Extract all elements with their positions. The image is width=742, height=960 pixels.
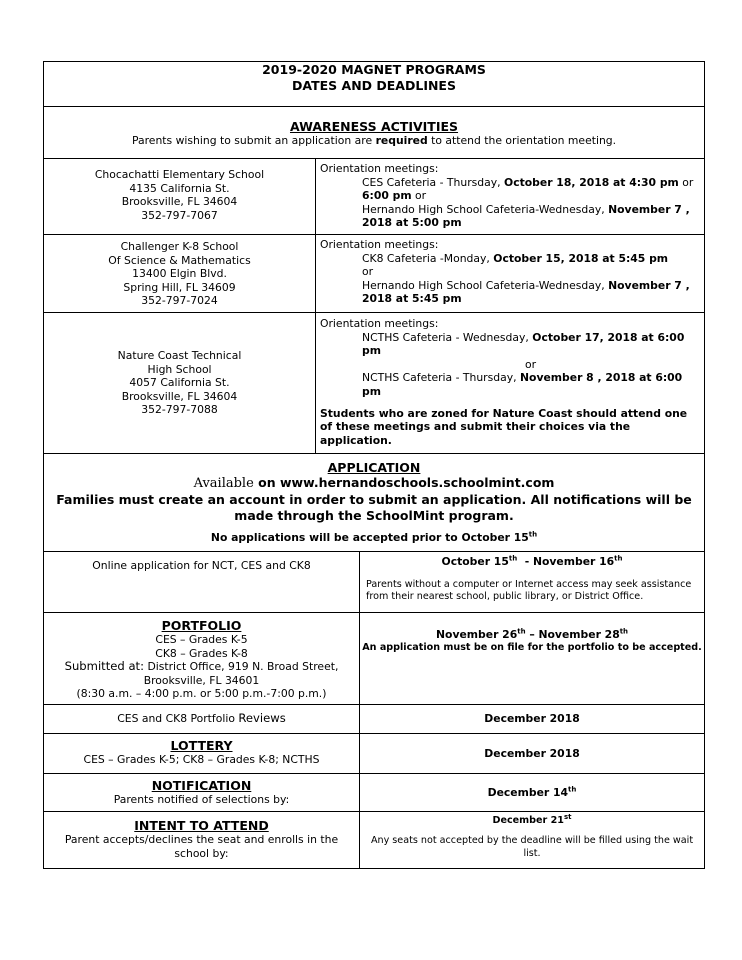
meeting-1-place: CES Cafeteria - Thursday,	[362, 175, 505, 189]
no-applications-sup: th	[528, 530, 538, 539]
application-families-note: Families must create an account in order to submit an application. All notifications will be made through the SchoolMint program.	[56, 492, 692, 523]
title-line-1: 2019-2020 MAGNET PROGRAMS	[262, 62, 486, 77]
portfolio-date-end: – November 28	[525, 628, 620, 641]
school-ces-meetings	[316, 159, 705, 235]
meeting-2-place: Hernando High School Cafeteria-Wednesday,	[362, 202, 609, 216]
meeting-1-date: October 18, 2018 at 4:30 pm	[504, 175, 679, 189]
portfolio-section	[44, 613, 360, 705]
lottery-heading: LOTTERY	[170, 738, 233, 753]
awareness-note-end: to attend the orientation meeting.	[427, 134, 617, 147]
meeting-1-alt-time: 6:00 pm	[362, 189, 412, 203]
application-url[interactable]: on www.hernandoschools.schoolmint.com	[253, 475, 555, 490]
portfolio-hours: (8:30 a.m. – 4:00 p.m. or 5:00 p.m.-7:00 p.m.)	[76, 687, 327, 701]
meeting-2-time: pm	[362, 384, 381, 398]
school-phone: 352-797-7088	[141, 403, 218, 417]
application-heading: APPLICATION	[327, 460, 421, 475]
orientation-label: Orientation meetings:	[320, 317, 439, 330]
online-date-start: October 15	[441, 555, 509, 568]
intent-section	[44, 812, 360, 869]
school-name-2: Of Science & Mathematics	[108, 253, 251, 267]
meeting-2-place: NCTHS Cafeteria - Thursday,	[362, 371, 520, 385]
online-assistance-note: Parents without a computer or Internet access may seek assistance from their nearest school, public library, or District Office.	[366, 578, 692, 602]
application-section	[44, 454, 705, 552]
notification-heading: NOTIFICATION	[151, 778, 252, 793]
lottery-grades: CES – Grades K-5; CK8 – Grades K-8; NCTHS	[83, 753, 320, 766]
submitted-label: Submitted at:	[64, 659, 145, 674]
meeting-or: or	[525, 357, 537, 371]
notification-section	[44, 774, 360, 812]
notification-date	[360, 774, 705, 812]
awareness-note	[44, 134, 704, 148]
school-ces-info	[44, 159, 316, 235]
title-line-2: DATES AND DEADLINES	[292, 78, 456, 93]
school-name: Challenger K-8 School	[120, 240, 239, 253]
online-application-label: Online application for NCT, CES and CK8	[44, 552, 360, 613]
meeting-2-date: November 7 ,	[608, 202, 690, 216]
notification-date-text: December 14	[487, 785, 569, 799]
meeting-2-date: November 8 , 2018 at 6:00	[519, 371, 683, 385]
portfolio-date-start-sup: th	[517, 627, 526, 636]
school-address: 13400 Elgin Blvd.	[132, 267, 227, 281]
lottery-date: December 2018	[360, 734, 705, 774]
awareness-section	[44, 107, 705, 159]
online-date-range	[366, 555, 698, 569]
school-name: Chocachatti Elementary School	[94, 168, 265, 181]
notification-text: Parents notified of selections by:	[113, 793, 290, 806]
online-date-end-sup: th	[614, 554, 623, 563]
online-date-end: - November 16	[517, 555, 615, 568]
intent-note: Any seats not accepted by the deadline will be filled using the wait list.	[370, 835, 694, 859]
awareness-required: required	[375, 134, 428, 147]
reviews-label-text: CES and CK8 Portfolio	[117, 712, 239, 726]
meeting-1-time: pm	[362, 344, 381, 358]
document	[43, 61, 704, 869]
meeting-1-alt-or: or	[411, 189, 427, 203]
school-address: 4057 California St.	[129, 376, 230, 390]
intent-date-sup: st	[563, 812, 572, 821]
school-address: 4135 California St.	[129, 181, 230, 195]
deadlines-table	[43, 61, 705, 869]
portfolio-city: Brooksville, FL 34601	[143, 673, 260, 687]
lottery-section	[44, 734, 360, 774]
meeting-2-time: 2018 at 5:45 pm	[362, 292, 462, 306]
meeting-1-place: CK8 Cafeteria -Monday,	[362, 251, 494, 265]
meeting-1-place: NCTHS Cafeteria - Wednesday,	[362, 330, 533, 344]
portfolio-date-start: November 26	[435, 628, 518, 641]
reviews-word: Reviews	[238, 711, 286, 726]
meeting-1-or: or	[678, 175, 694, 189]
school-ncths-meetings	[316, 313, 705, 454]
online-date-start-sup: th	[508, 554, 518, 563]
school-city: Brooksville, FL 34604	[121, 195, 238, 209]
no-applications-note	[44, 531, 704, 545]
document-title	[44, 62, 705, 107]
reviews-date: December 2018	[360, 705, 705, 734]
portfolio-note: An application must be on file for the portfolio to be accepted.	[362, 641, 702, 653]
portfolio-heading: PORTFOLIO	[161, 618, 242, 633]
awareness-note-text: Parents wishing to submit an application are	[131, 134, 376, 147]
awareness-heading: AWARENESS ACTIVITIES	[289, 119, 459, 134]
school-ck8-meetings	[316, 235, 705, 313]
school-ncths-info	[44, 313, 316, 454]
application-availability	[44, 475, 704, 492]
portfolio-ck8: CK8 – Grades K-8	[155, 646, 248, 660]
orientation-label: Orientation meetings:	[320, 238, 439, 251]
no-applications-text: No applications will be accepted prior to October 15	[210, 531, 529, 544]
meeting-or: or	[362, 265, 374, 279]
intent-heading: INTENT TO ATTEND	[134, 818, 269, 833]
intent-dates	[360, 812, 705, 869]
meeting-2-time: 2018 at 5:00 pm	[362, 216, 462, 230]
intent-date-text: December 21	[492, 815, 564, 826]
available-label: Available	[193, 476, 254, 491]
school-name-2: High School	[147, 362, 212, 376]
meeting-2-place: Hernando High School Cafeteria-Wednesday,	[362, 278, 609, 292]
meeting-2-date: November 7 ,	[608, 278, 690, 292]
portfolio-ces: CES – Grades K-5	[155, 633, 248, 646]
portfolio-date-range	[360, 628, 704, 642]
meeting-1-date: October 17, 2018 at 6:00	[532, 330, 685, 344]
school-ck8-info	[44, 235, 316, 313]
school-name: Nature Coast Technical	[117, 349, 242, 363]
meeting-1-date: October 15, 2018 at 5:45 pm	[493, 251, 669, 265]
notification-date-sup: th	[568, 785, 577, 794]
portfolio-dates	[360, 613, 705, 705]
portfolio-date-end-sup: th	[619, 627, 629, 636]
orientation-label: Orientation meetings:	[320, 162, 439, 175]
intent-date	[366, 812, 698, 827]
reviews-label	[44, 705, 360, 734]
portfolio-submitted	[44, 660, 359, 674]
intent-text: Parent accepts/declines the seat and enrolls in the school by:	[64, 833, 339, 860]
school-city: Spring Hill, FL 34609	[123, 280, 236, 294]
submitted-address: District Office, 919 N. Broad Street,	[144, 660, 339, 674]
online-application-dates	[360, 552, 705, 613]
school-phone: 352-797-7024	[141, 294, 218, 308]
zoned-note: Students who are zoned for Nature Coast should attend one of these meetings and submit their choices via the application.	[320, 406, 688, 447]
school-city: Brooksville, FL 34604	[121, 389, 238, 403]
school-phone: 352-797-7067	[141, 208, 218, 222]
